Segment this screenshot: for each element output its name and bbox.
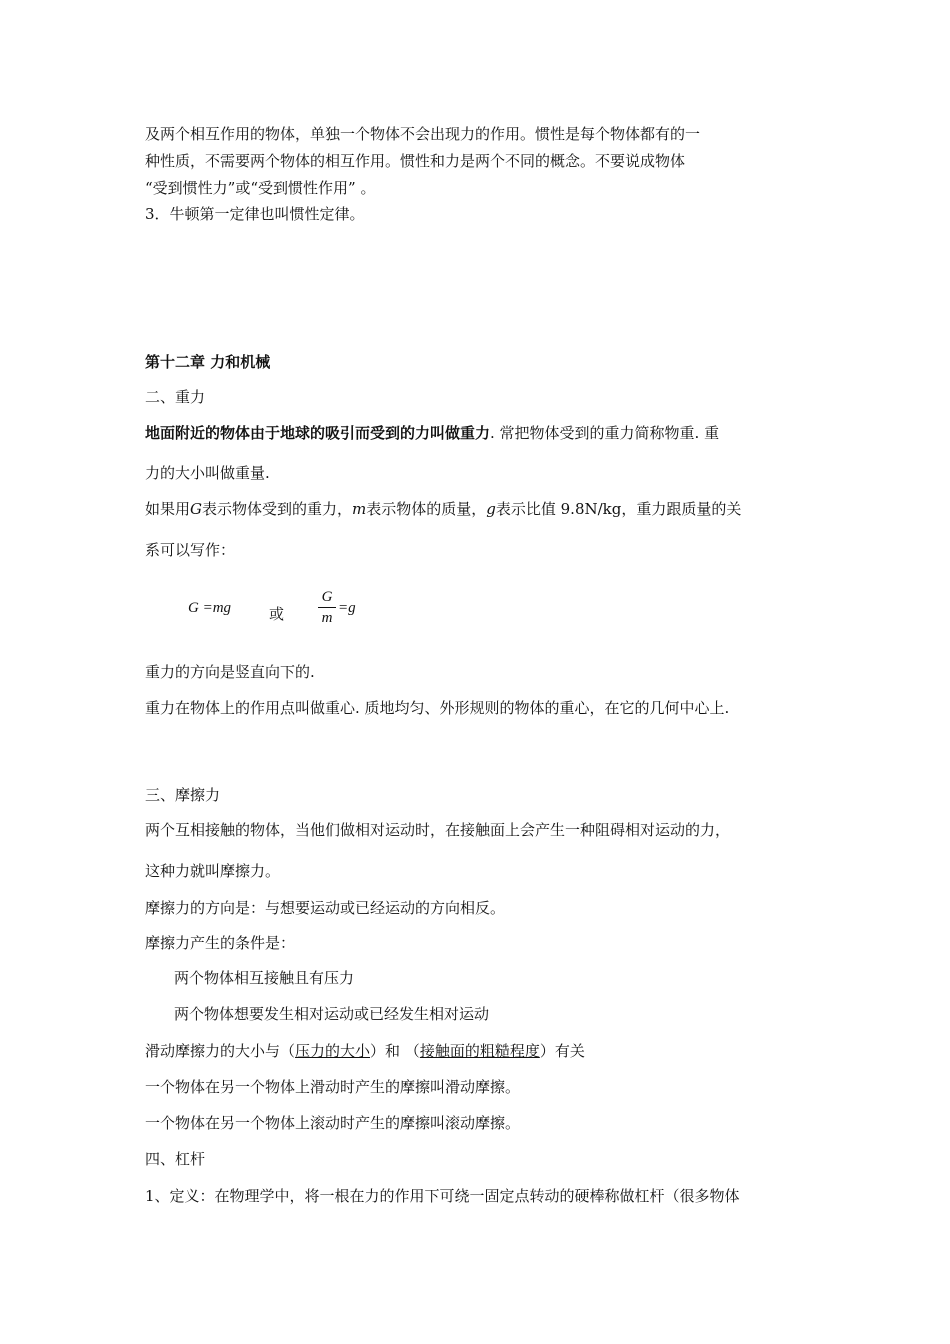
fraction-bar bbox=[318, 607, 336, 608]
gravity-direction: 重力的方向是竖直向下的. bbox=[145, 663, 315, 681]
gravity-definition bbox=[145, 423, 719, 443]
symbol-m: m bbox=[352, 500, 367, 518]
fraction-numerator: G bbox=[321, 589, 333, 605]
friction-rolling: 一个物体在另一个物体上滚动时产生的摩擦叫滚动摩擦。 bbox=[145, 1114, 521, 1132]
fraction-g-over-m bbox=[318, 588, 336, 627]
friction-size bbox=[145, 1041, 585, 1061]
symbol-G: G bbox=[190, 500, 202, 518]
friction-sliding: 一个物体在另一个物体上滑动时产生的摩擦叫滑动摩擦。 bbox=[145, 1078, 521, 1096]
gravity-heading: 二、重力 bbox=[145, 388, 206, 406]
formula-intro-text-4: 表示比值 9.8N/kg，重力跟质量的关 bbox=[495, 500, 742, 518]
gravity-definition-bold: 地面附近的物体由于地球的吸引而受到的力叫做重力 bbox=[145, 424, 491, 442]
friction-condition-1: 两个物体相互接触且有压力 bbox=[174, 969, 355, 987]
formula-g-equals-mg: G =mg bbox=[188, 600, 232, 616]
friction-size-pressure: 压力的大小 bbox=[295, 1042, 371, 1060]
friction-definition-line1: 两个互相接触的物体，当他们做相对运动时，在接触面上会产生一种阻碍相对运动的力， bbox=[145, 821, 731, 839]
chapter-title: 第十二章 力和机械 bbox=[145, 353, 271, 371]
friction-heading: 三、摩擦力 bbox=[145, 786, 221, 804]
friction-condition-2: 两个物体想要发生相对运动或已经发生相对运动 bbox=[174, 1005, 490, 1023]
symbol-g: g bbox=[486, 500, 496, 518]
friction-size-text-1: 滑动摩擦力的大小与（ bbox=[145, 1042, 296, 1060]
intro-line-3: “受到惯性力”或“受到惯性作用” 。 bbox=[145, 179, 376, 197]
gravity-formula-intro bbox=[145, 499, 741, 519]
intro-line-2: 种性质，不需要两个物体的相互作用。惯性和力是两个不同的概念。不要说成物体 bbox=[145, 152, 686, 170]
lever-definition: 1、定义：在物理学中，将一根在力的作用下可绕一固定点转动的硬棒称做杠杆（很多物体 bbox=[145, 1187, 740, 1205]
gravity-definition-rest: . 常把物体受到的重力简称物重. 重 bbox=[490, 424, 720, 442]
friction-size-text-2: ）和 （ bbox=[370, 1042, 420, 1060]
gravity-formula-intro-line2: 系可以写作： bbox=[145, 541, 236, 559]
friction-direction: 摩擦力的方向是：与想要运动或已经运动的方向相反。 bbox=[145, 899, 506, 917]
friction-definition-line2: 这种力就叫摩擦力。 bbox=[145, 862, 281, 880]
friction-size-text-3: ）有关 bbox=[539, 1042, 585, 1060]
gravity-definition-line2: 力的大小叫做重量. bbox=[145, 464, 270, 482]
or-text: 或 bbox=[269, 605, 285, 623]
intro-line-4: 3．牛顿第一定律也叫惯性定律。 bbox=[145, 205, 365, 223]
formula-intro-text-1: 如果用 bbox=[145, 500, 191, 518]
friction-size-roughness: 接触面的粗糙程度 bbox=[419, 1042, 540, 1060]
gravity-center: 重力在物体上的作用点叫做重心. 质地均匀、外形规则的物体的重心，在它的几何中心上. bbox=[145, 699, 730, 717]
fraction-rhs: =g bbox=[338, 600, 356, 616]
friction-conditions-intro: 摩擦力产生的条件是： bbox=[145, 934, 296, 952]
fraction-denominator: m bbox=[321, 610, 333, 626]
formula-intro-text-2: 表示物体受到的重力， bbox=[202, 500, 353, 518]
intro-line-1: 及两个相互作用的物体，单独一个物体不会出现力的作用。惯性是每个物体都有的一 bbox=[145, 125, 701, 143]
lever-heading: 四、杠杆 bbox=[145, 1150, 206, 1168]
formula-intro-text-3: 表示物体的质量， bbox=[366, 500, 487, 518]
